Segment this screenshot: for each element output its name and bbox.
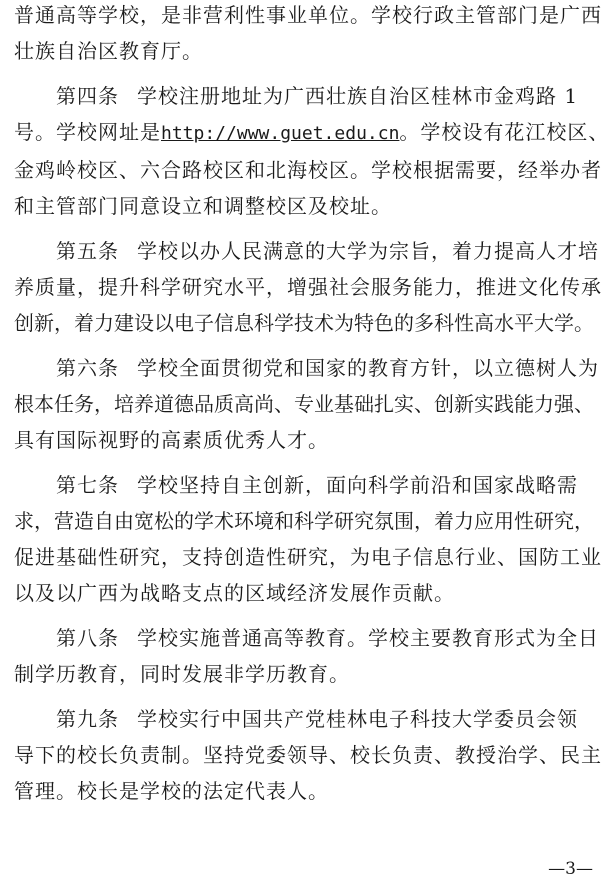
text-line: 学校全面贯彻党和国家的教育方针，以立德树人为 [137,356,599,380]
text-line: 和主管部门同意设立和调整校区及校址。 [14,194,392,218]
text-line: 创新，着力建设以电子信息科学技术为特色的多科性高水平大学。 [14,311,594,335]
article-4 [14,83,609,219]
text-line: 学校实施普通高等教育。学校主要教育形式为全日 [137,626,599,650]
text-line: 养质量，提升科学研究水平，增强社会服务能力，推进文化传承 [14,275,602,299]
text-line: 制学历教育，同时发展非学历教育。 [14,662,350,686]
article-8 [14,625,602,687]
text-line: 根本任务，培养道德品质高尚、专业基础扎实、创新实践能力强、 [14,392,594,416]
article-label: 第四条 [56,84,119,108]
text-line: 以及以广西为战略支点的区域经济发展作贡献。 [14,581,455,605]
paragraph-continuation [14,2,602,64]
article-label: 第五条 [56,239,119,263]
text-line: 壮族自治区教育厅。 [14,39,203,63]
text-line: 。学校设有花江校区、 [399,120,609,144]
text-line: 促进基础性研究，支持创造性研究，为电子信息行业、国防工业 [14,545,602,569]
article-label: 第八条 [56,626,119,650]
text-line: 学校坚持自主创新，面向科学前沿和国家战略需 [137,473,578,497]
article-9 [14,706,602,804]
text-line: 学校以办人民满意的大学为宗旨，着力提高人才培 [137,239,599,263]
text-line: 求，营造自由宽松的学术环境和科学研究氛围，着力应用性研究， [14,509,594,533]
page-number: —3— [548,859,593,879]
article-label: 第九条 [56,707,119,731]
article-label: 第六条 [56,356,119,380]
article-5 [14,238,602,336]
text-line: 学校注册地址为广西壮族自治区桂林市金鸡路 1 [137,84,579,108]
text-line: 普通高等学校，是非营利性事业单位。学校行政主管部门是广西 [14,3,602,27]
text-line: 导下的校长负责制。坚持党委领导、校长负责、教授治学、民主 [14,743,602,767]
text-line: 具有国际视野的高素质优秀人才。 [14,428,329,452]
text-line: 学校实行中国共产党桂林电子科技大学委员会领 [137,707,578,731]
article-7 [14,472,602,606]
text-line: 金鸡岭校区、六合路校区和北海校区。学校根据需要，经举办者 [14,158,602,182]
text-line: 号。学校网址是 [14,120,161,144]
document-page [14,0,609,823]
website-link[interactable]: http://www.guet.edu.cn [161,123,400,144]
text-line: 管理。校长是学校的法定代表人。 [14,779,329,803]
article-label: 第七条 [56,473,119,497]
article-6 [14,355,602,453]
